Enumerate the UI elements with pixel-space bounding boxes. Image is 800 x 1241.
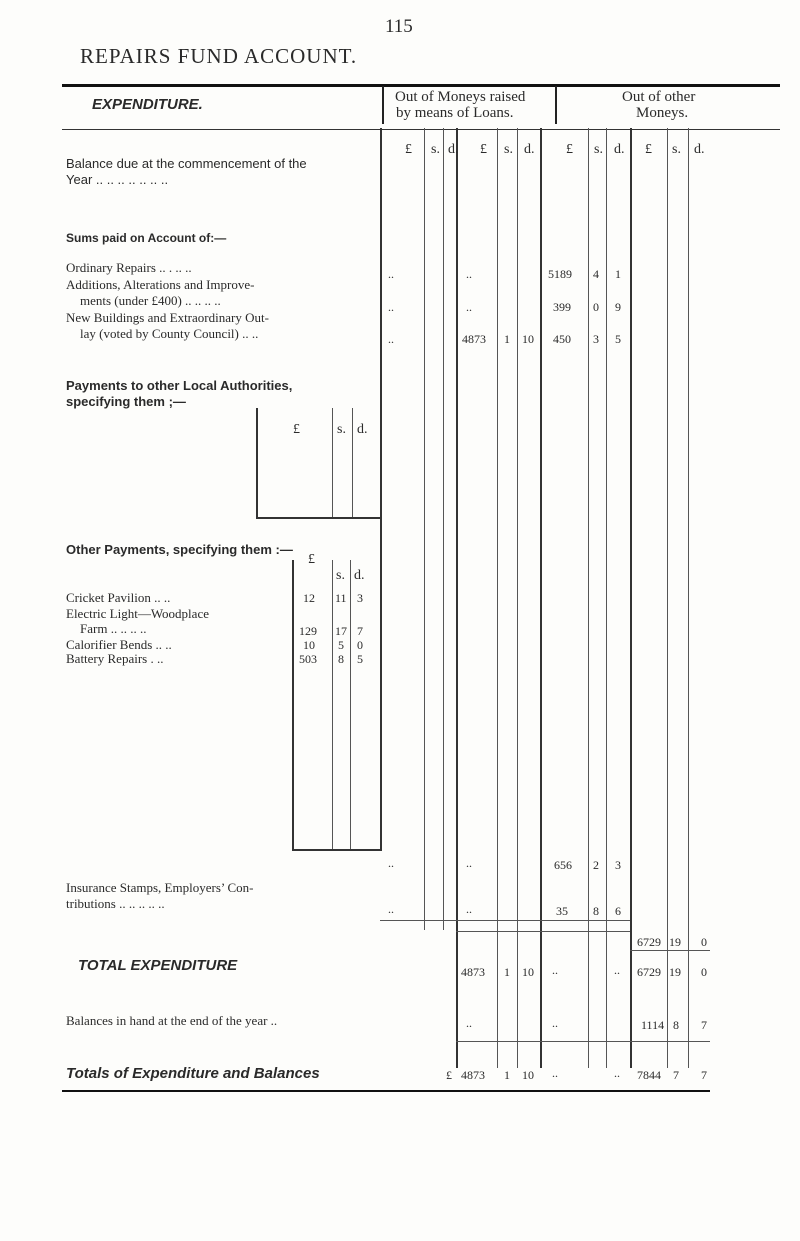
grand-loans-pounds: 4873 <box>461 1068 485 1082</box>
additions-pence: 9 <box>615 300 621 314</box>
total-other-shillings: 19 <box>669 965 681 979</box>
balance-start-label-2: Year .. .. .. .. .. .. .. <box>66 172 169 187</box>
col3-shilling: s. <box>594 142 603 157</box>
new-buildings-dots: .. <box>388 332 394 346</box>
balance-end-dots-1: .. <box>466 1016 472 1030</box>
totals-label: Totals of Expenditure and Balances <box>66 1065 320 1082</box>
battery-pence: 5 <box>357 652 363 666</box>
calorifier-shillings: 5 <box>338 638 344 652</box>
insurance-dots-1: .. <box>388 902 394 916</box>
local-auth-pound: £ <box>293 422 300 437</box>
grand-other-shillings: 7 <box>673 1068 679 1082</box>
new-buildings-loans-pence: 10 <box>522 332 534 346</box>
other-column-heading-2: Moneys. <box>636 105 689 121</box>
other-column-heading-1: Out of other <box>622 89 696 105</box>
loans-column-heading-2: by means of Loans. <box>396 105 514 121</box>
total-other-pounds: 6729 <box>637 965 661 979</box>
col3-penny: d. <box>614 142 625 157</box>
col1-penny: d. <box>448 142 459 157</box>
col2-shilling: s. <box>504 142 513 157</box>
insurance-label-2: tributions .. .. .. .. .. <box>66 896 165 911</box>
battery-repairs-label: Battery Repairs . .. <box>66 651 164 666</box>
ordinary-dots-2: .. <box>466 267 472 281</box>
additions-dots-2: .. <box>466 300 472 314</box>
cricket-pavilion-pounds: 12 <box>303 591 315 605</box>
other-pay-pound: £ <box>308 552 315 567</box>
ordinary-pounds: 5189 <box>548 267 572 281</box>
balance-end-shillings: 8 <box>673 1018 679 1032</box>
total-loans-pence: 10 <box>522 965 534 979</box>
battery-shillings: 8 <box>338 652 344 666</box>
total-other-pence: 0 <box>701 965 707 979</box>
new-buildings-other-shillings: 3 <box>593 332 599 346</box>
new-buildings-other-pence: 5 <box>615 332 621 346</box>
total-loans-pounds: 4873 <box>461 965 485 979</box>
cricket-pavilion-shillings: 11 <box>335 591 347 605</box>
electric-light-label: Electric Light—Woodplace <box>66 606 209 621</box>
ordinary-dots-1: .. <box>388 267 394 281</box>
sums-paid-heading: Sums paid on Account of:— <box>66 231 227 245</box>
farm-shillings: 17 <box>335 624 347 638</box>
new-buildings-label-2: lay (voted by County Council) .. .. <box>80 326 259 341</box>
page-title: REPAIRS FUND ACCOUNT. <box>80 44 358 68</box>
cricket-pavilion-label: Cricket Pavilion .. .. <box>66 590 171 605</box>
subtotal-pence: 0 <box>701 935 707 949</box>
other-pay-shilling: s. <box>336 568 345 583</box>
other-total-dots-2: .. <box>466 856 472 870</box>
local-authorities-label-1: Payments to other Local Authorities, <box>66 378 293 393</box>
local-auth-penny: d. <box>357 422 368 437</box>
col4-pound: £ <box>645 142 652 157</box>
cricket-pavilion-pence: 3 <box>357 591 363 605</box>
grand-dots-1: .. <box>552 1066 558 1080</box>
grand-loans-shillings: 1 <box>504 1068 510 1082</box>
local-authorities-label-2: specifying them ;— <box>66 394 186 409</box>
ordinary-repairs-label: Ordinary Repairs .. . .. .. <box>66 260 192 275</box>
other-total-shillings: 2 <box>593 858 599 872</box>
additions-dots-1: .. <box>388 300 394 314</box>
grand-other-pounds: 7844 <box>637 1068 661 1082</box>
other-total-pounds: 656 <box>554 858 572 872</box>
farm-pence: 7 <box>357 624 363 638</box>
subtotal-shillings: 19 <box>669 935 681 949</box>
other-payments-label: Other Payments, specifying them :— <box>66 542 293 557</box>
farm-pounds: 129 <box>299 624 317 638</box>
ordinary-pence: 1 <box>615 267 621 281</box>
grand-other-pence: 7 <box>701 1068 707 1082</box>
col3-pound: £ <box>566 142 573 157</box>
battery-pounds: 503 <box>299 652 317 666</box>
new-buildings-label-1: New Buildings and Extraordinary Out- <box>66 310 269 325</box>
insurance-shillings: 8 <box>593 904 599 918</box>
other-pay-penny: d. <box>354 568 365 583</box>
total-dots-1: .. <box>552 963 558 977</box>
insurance-dots-2: .. <box>466 902 472 916</box>
local-auth-shilling: s. <box>337 422 346 437</box>
col4-shilling: s. <box>672 142 681 157</box>
total-loans-shillings: 1 <box>504 965 510 979</box>
balances-end-label: Balances in hand at the end of the year .. <box>66 1013 278 1028</box>
grand-dots-2: .. <box>614 1066 620 1080</box>
other-total-dots-1: .. <box>388 856 394 870</box>
balance-start-label-1: Balance due at the commencement of the <box>66 156 307 171</box>
calorifier-bends-label: Calorifier Bends .. .. <box>66 637 172 652</box>
additions-label-1: Additions, Alterations and Improve- <box>66 277 255 292</box>
loans-column-heading-1: Out of Moneys raised <box>395 89 526 105</box>
col2-penny: d. <box>524 142 535 157</box>
insurance-pence: 6 <box>615 904 621 918</box>
subtotal-pounds: 6729 <box>637 935 661 949</box>
col1-shilling: s. <box>431 142 440 157</box>
insurance-pounds: 35 <box>556 904 568 918</box>
new-buildings-loans-shillings: 1 <box>504 332 510 346</box>
grand-pound-mark: £ <box>446 1068 452 1082</box>
calorifier-pence: 0 <box>357 638 363 652</box>
balance-end-dots-2: .. <box>552 1016 558 1030</box>
col2-pound: £ <box>480 142 487 157</box>
additions-label-2: ments (under £400) .. .. .. .. <box>80 293 221 308</box>
insurance-label-1: Insurance Stamps, Employers’ Con- <box>66 880 254 895</box>
balance-end-pounds: 1114 <box>641 1018 665 1032</box>
calorifier-pounds: 10 <box>303 638 315 652</box>
total-dots-2: .. <box>614 963 620 977</box>
new-buildings-loans-pounds: 4873 <box>462 332 486 346</box>
additions-shillings: 0 <box>593 300 599 314</box>
ordinary-shillings: 4 <box>593 267 599 281</box>
grand-loans-pence: 10 <box>522 1068 534 1082</box>
balance-end-pence: 7 <box>701 1018 707 1032</box>
expenditure-heading: EXPENDITURE. <box>92 96 203 113</box>
farm-label: Farm .. .. .. .. <box>80 621 147 636</box>
col1-pound: £ <box>405 142 412 157</box>
other-total-pence: 3 <box>615 858 621 872</box>
page-number: 115 <box>385 16 413 37</box>
total-expenditure-label: TOTAL EXPENDITURE <box>78 957 238 974</box>
additions-pounds: 399 <box>553 300 571 314</box>
new-buildings-other-pounds: 450 <box>553 332 571 346</box>
col4-penny: d. <box>694 142 705 157</box>
